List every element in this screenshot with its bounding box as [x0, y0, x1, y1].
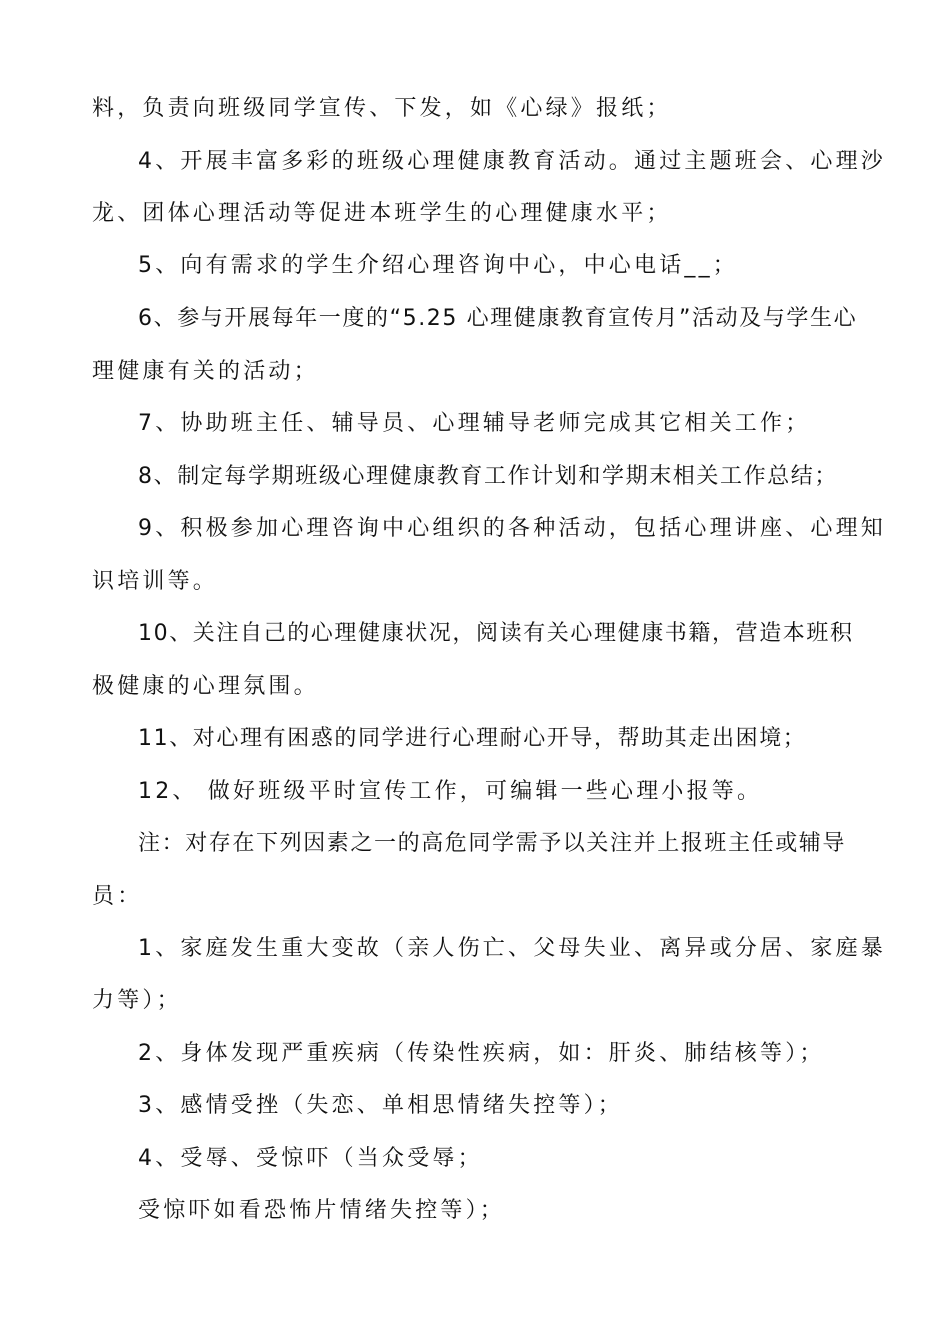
- text-line: 4、开展丰富多彩的班级心理健康教育活动。通过主题班会、心理沙: [138, 149, 886, 174]
- text-line: 12、 做好班级平时宣传工作，可编辑一些心理小报等。: [138, 779, 763, 804]
- text-line: 注：对存在下列因素之一的高危同学需予以关注并上报班主任或辅导: [138, 831, 847, 856]
- text-line: 4、受辱、受惊吓（当众受辱；: [138, 1146, 483, 1171]
- text-line: 7、协助班主任、辅导员、心理辅导老师完成其它相关工作；: [138, 411, 811, 436]
- text-line: 料，负责向班级同学宣传、下发，如《心绿》报纸；: [92, 96, 672, 121]
- text-line: 8、制定每学期班级心理健康教育工作计划和学期末相关工作总结；: [138, 464, 838, 489]
- text-line: 理健康有关的活动；: [92, 359, 319, 384]
- text-line: 1、家庭发生重大变故（亲人伤亡、父母失业、离异或分居、家庭暴: [138, 936, 886, 961]
- text-line: 5、向有需求的学生介绍心理咨询中心，中心电话__；: [138, 253, 738, 278]
- text-line: 11、对心理有困惑的同学进行心理耐心开导，帮助其走出困境；: [138, 726, 807, 751]
- text-line: 3、感情受挫（失恋、单相思情绪失控等）；: [138, 1093, 623, 1118]
- text-line: 龙、团体心理活动等促进本班学生的心理健康水平；: [92, 201, 672, 226]
- text-line: 9、积极参加心理咨询中心组织的各种活动，包括心理讲座、心理知: [138, 516, 886, 541]
- text-line: 6、参与开展每年一度的“5.25 心理健康教育宣传月”活动及与学生心: [138, 306, 858, 331]
- text-line: 2、身体发现严重疾病（传染性疾病，如：肝炎、肺结核等）；: [138, 1041, 825, 1066]
- text-line: 员：: [92, 884, 143, 909]
- text-line: 力等）；: [92, 988, 182, 1013]
- text-line: 识培训等。: [92, 569, 219, 594]
- text-line: 受惊吓如看恐怖片情绪失控等）；: [138, 1198, 506, 1223]
- text-line: 10、关注自己的心理健康状况，阅读有关心理健康书籍，营造本班积: [138, 621, 854, 646]
- text-line: 极健康的心理氛围。: [92, 674, 319, 699]
